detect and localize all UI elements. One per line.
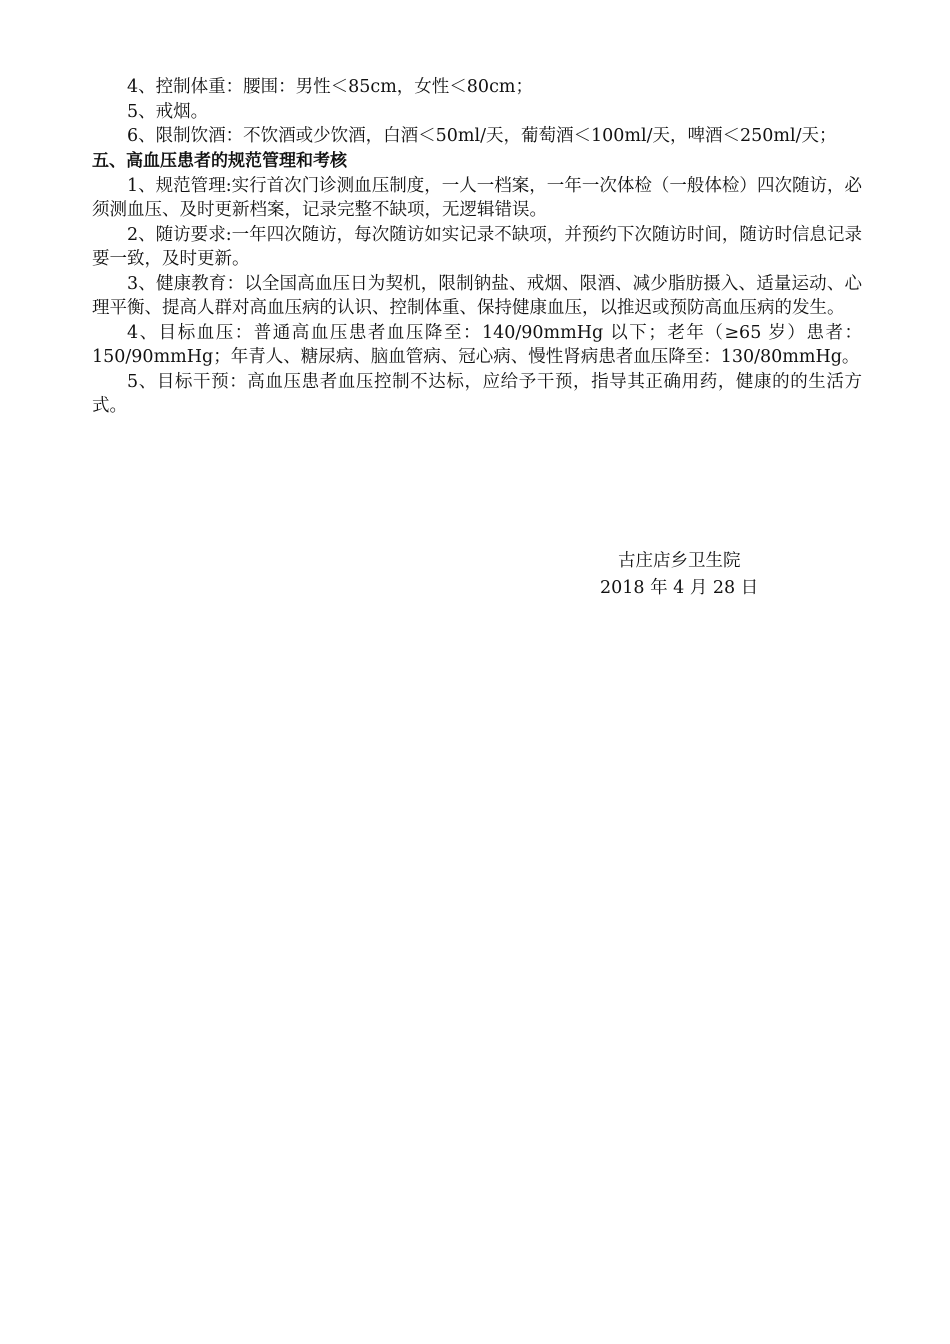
item-quit-smoking: 5、戒烟。 [127,101,209,122]
item-weight-control: 4、控制体重：腰围：男性＜85cm，女性＜80cm； [127,77,533,97]
signature-block [600,548,790,602]
document-body [92,75,862,419]
item-health-education: 3、健康教育：以全国高血压日为契机，限制钠盐、戒烟、限酒、减少脂肪摄入、适量运动、心理平衡、提高人群对高血压病的认识、控制体重、保持健康血压，以推迟或预防高血压病的发生。 [92,273,862,318]
signature-organization: 古庄店乡卫生院 [618,551,741,571]
item-follow-up-requirements: 2、随访要求:一年四次随访，每次随访如实记录不缺项，并预约下次随访时间，随访时信息记录要一致，及时更新。 [92,224,862,269]
item-target-intervention: 5、目标干预：高血压患者血压控制不达标，应给予干预，指导其正确用药，健康的的生活方式。 [92,371,862,416]
item-standard-management: 1、规范管理:实行首次门诊测血压制度，一人一档案，一年一次体检（一般体检）四次随访，必须测血压、及时更新档案，记录完整不缺项，无逻辑错误。 [92,175,862,220]
section-heading: 五、高血压患者的规范管理和考核 [92,150,347,171]
signature-date: 2018 年 4 月 28 日 [600,578,759,598]
item-target-blood-pressure: 4、目标血压：普通高血压患者血压降至：140/90mmHg 以下；老年（≥65 岁）患者：150/90mmHg；年青人、糖尿病、脑血管病、冠心病、慢性肾病患者血压降至：130/80mmHg。 [92,322,862,367]
item-limit-alcohol: 6、限制饮酒：不饮酒或少饮酒，白酒＜50ml/天，葡萄酒＜100ml/天，啤酒＜250ml/天； [127,126,837,146]
